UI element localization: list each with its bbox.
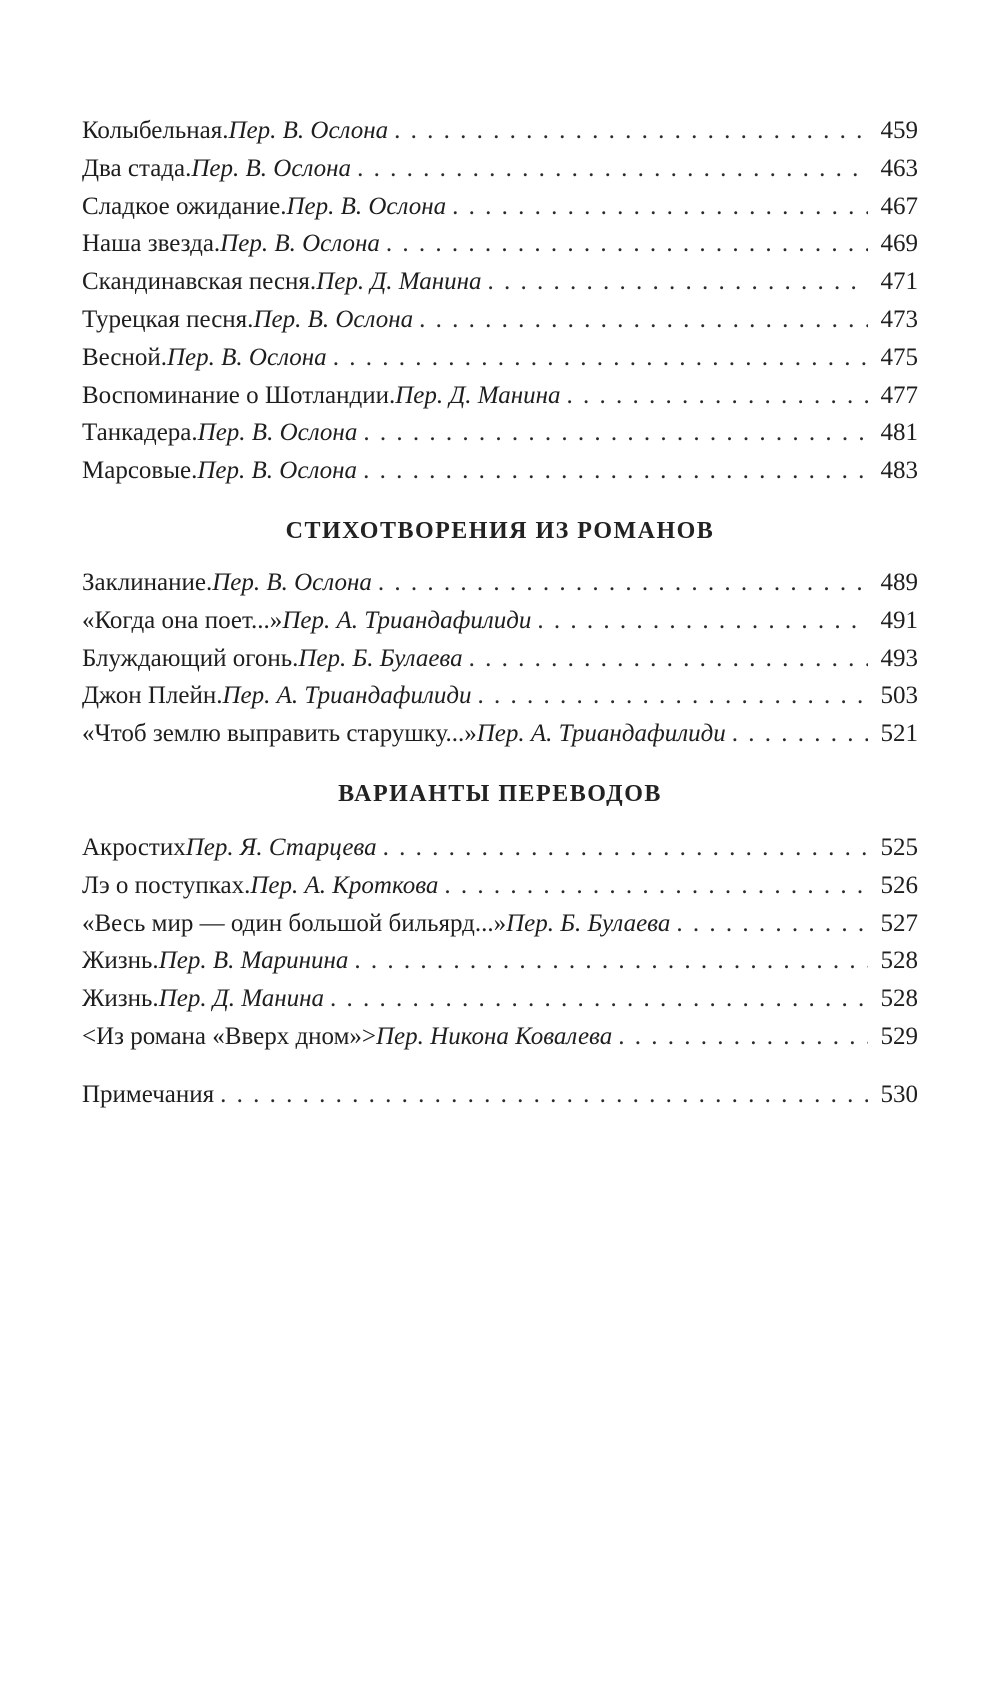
dot-leader — [561, 377, 868, 415]
entry-page-number: 489 — [880, 568, 918, 596]
entry-title: Акростих — [82, 833, 186, 861]
dot-leader — [351, 150, 868, 188]
dot-leader — [413, 301, 868, 339]
toc-entry — [82, 564, 918, 602]
toc-entry — [82, 377, 918, 415]
toc-entry — [82, 1018, 918, 1056]
dot-leader — [438, 867, 868, 905]
entry-title: Марсовые. — [82, 457, 198, 485]
entry-page-number: 493 — [880, 644, 918, 672]
entry-page-number: 477 — [880, 381, 918, 409]
entry-translator: Пер. Д. Манина — [395, 381, 561, 409]
toc-entry — [82, 867, 918, 905]
toc-entry — [82, 414, 918, 452]
entry-page-number: 491 — [880, 606, 918, 634]
toc-entry — [82, 301, 918, 339]
entry-title: Скандинавская песня. — [82, 268, 317, 296]
entry-translator: Пер. В. Ослона — [286, 192, 447, 220]
dot-leader — [472, 677, 868, 715]
entry-title: Турецкая песня. — [82, 305, 254, 333]
entry-title: «Когда она поет...» — [82, 606, 283, 634]
entry-translator: Пер. В. Ослона — [220, 230, 380, 258]
entry-page-number: 527 — [880, 909, 918, 937]
toc-entry — [82, 150, 918, 188]
entry-translator: Пер. В. Маринина — [158, 947, 349, 975]
toc-entry — [82, 602, 918, 640]
toc-entry — [82, 452, 918, 490]
entry-page-number: 475 — [880, 343, 918, 371]
dot-leader — [348, 942, 868, 980]
entry-page-number: 528 — [880, 947, 918, 975]
table-of-contents — [82, 112, 918, 1114]
entry-translator: Пер. А. Триандафилиди — [222, 682, 472, 710]
entry-page-number: 483 — [880, 457, 918, 485]
entry-title: <Из романа «Вверх дном»> — [82, 1022, 376, 1050]
toc-entry — [82, 188, 918, 226]
toc-entry — [82, 225, 918, 263]
entry-translator: Пер. В. Ослона — [253, 305, 414, 333]
entry-translator: Пер. Никона Ковалева — [376, 1022, 613, 1050]
toc-entry — [82, 339, 918, 377]
entry-translator: Пер. А. Кроткова — [250, 871, 439, 899]
entry-title: Наша звезда. — [82, 230, 221, 258]
dot-leader — [327, 339, 868, 377]
entry-translator: Пер. В. Ослона — [197, 457, 358, 485]
entry-translator: Пер. Б. Булаева — [298, 644, 463, 672]
section-heading: ВАРИАНТЫ ПЕРЕВОДОВ — [338, 780, 662, 807]
entry-page-number: 526 — [880, 871, 918, 899]
dot-leader — [612, 1018, 868, 1056]
entry-page-number: 529 — [880, 1022, 918, 1050]
dot-leader — [357, 452, 868, 490]
dot-leader — [324, 980, 868, 1018]
toc-section-novels — [82, 564, 918, 753]
entry-translator: Пер. В. Ослона — [212, 568, 372, 596]
entry-translator: Пер. А. Триандафилиди — [282, 606, 532, 634]
entry-translator: Пер. В. Ослона — [228, 117, 389, 144]
toc-entry-notes — [82, 1076, 918, 1114]
dot-leader — [531, 602, 868, 640]
toc-entry — [82, 942, 918, 980]
entry-translator: Пер. Б. Булаева — [506, 909, 671, 937]
entry-translator: Пер. В. Ослона — [191, 154, 352, 182]
entry-translator: Пер. В. Ослона — [197, 419, 358, 447]
entry-page-number: 459 — [880, 117, 918, 144]
dot-leader — [380, 225, 868, 263]
dot-leader — [446, 188, 868, 226]
entry-title: Колыбельная. — [82, 117, 229, 144]
toc-entry — [82, 905, 918, 943]
entry-page-number: 473 — [880, 305, 918, 333]
entry-title: Джон Плейн. — [82, 682, 223, 710]
dot-leader — [377, 829, 868, 867]
toc-entry — [82, 263, 918, 301]
entry-page-number: 467 — [880, 192, 918, 220]
entry-page-number: 525 — [880, 833, 918, 861]
entry-title: Сладкое ожидание. — [82, 192, 287, 220]
entry-title: Примечания — [82, 1080, 215, 1108]
entry-title: Жизнь. — [82, 947, 159, 975]
entry-page-number: 469 — [880, 230, 918, 258]
toc-entry — [82, 829, 918, 867]
entry-title: Воспоминание о Шотландии. — [82, 381, 396, 409]
entry-translator: Пер. А. Триандафилиди — [476, 720, 726, 748]
entry-translator: Пер. Д. Манина — [158, 985, 325, 1013]
entry-title: Заклинание. — [82, 568, 213, 596]
entry-title: Танкадера. — [82, 419, 198, 447]
entry-title: Блуждающий огонь. — [82, 644, 299, 672]
dot-leader — [372, 564, 868, 602]
dot-leader — [214, 1076, 868, 1114]
toc-entry — [82, 677, 918, 715]
section-heading: СТИХОТВОРЕНИЯ ИЗ РОМАНОВ — [285, 517, 715, 544]
entry-page-number: 471 — [880, 268, 918, 296]
toc-section-songs — [82, 112, 918, 490]
entry-page-number: 530 — [880, 1080, 918, 1108]
entry-page-number: 481 — [880, 419, 918, 447]
dot-leader — [670, 905, 868, 943]
dot-leader — [388, 112, 868, 150]
toc-entry — [82, 715, 918, 753]
entry-title: Весной. — [82, 343, 167, 371]
entry-translator: Пер. В. Ослона — [167, 343, 327, 371]
entry-title: «Чтоб землю выправить старушку...» — [82, 720, 477, 748]
toc-entry — [82, 980, 918, 1018]
entry-title: Лэ о поступках. — [82, 871, 251, 899]
toc-entry — [82, 112, 918, 150]
entry-translator: Пер. Я. Старцева — [185, 833, 377, 861]
entry-title: «Весь мир — один большой бильярд...» — [82, 909, 507, 937]
toc-section-variants — [82, 829, 918, 1056]
dot-leader — [482, 263, 868, 301]
entry-translator: Пер. Д. Манина — [316, 268, 482, 296]
entry-page-number: 521 — [880, 720, 918, 748]
entry-page-number: 463 — [880, 154, 918, 182]
entry-title: Два стада. — [82, 154, 192, 182]
entry-title: Жизнь. — [82, 985, 159, 1013]
dot-leader — [463, 640, 868, 678]
dot-leader — [357, 414, 868, 452]
entry-page-number: 503 — [880, 682, 918, 710]
dot-leader — [726, 715, 868, 753]
toc-entry — [82, 640, 918, 678]
entry-page-number: 528 — [880, 985, 918, 1013]
